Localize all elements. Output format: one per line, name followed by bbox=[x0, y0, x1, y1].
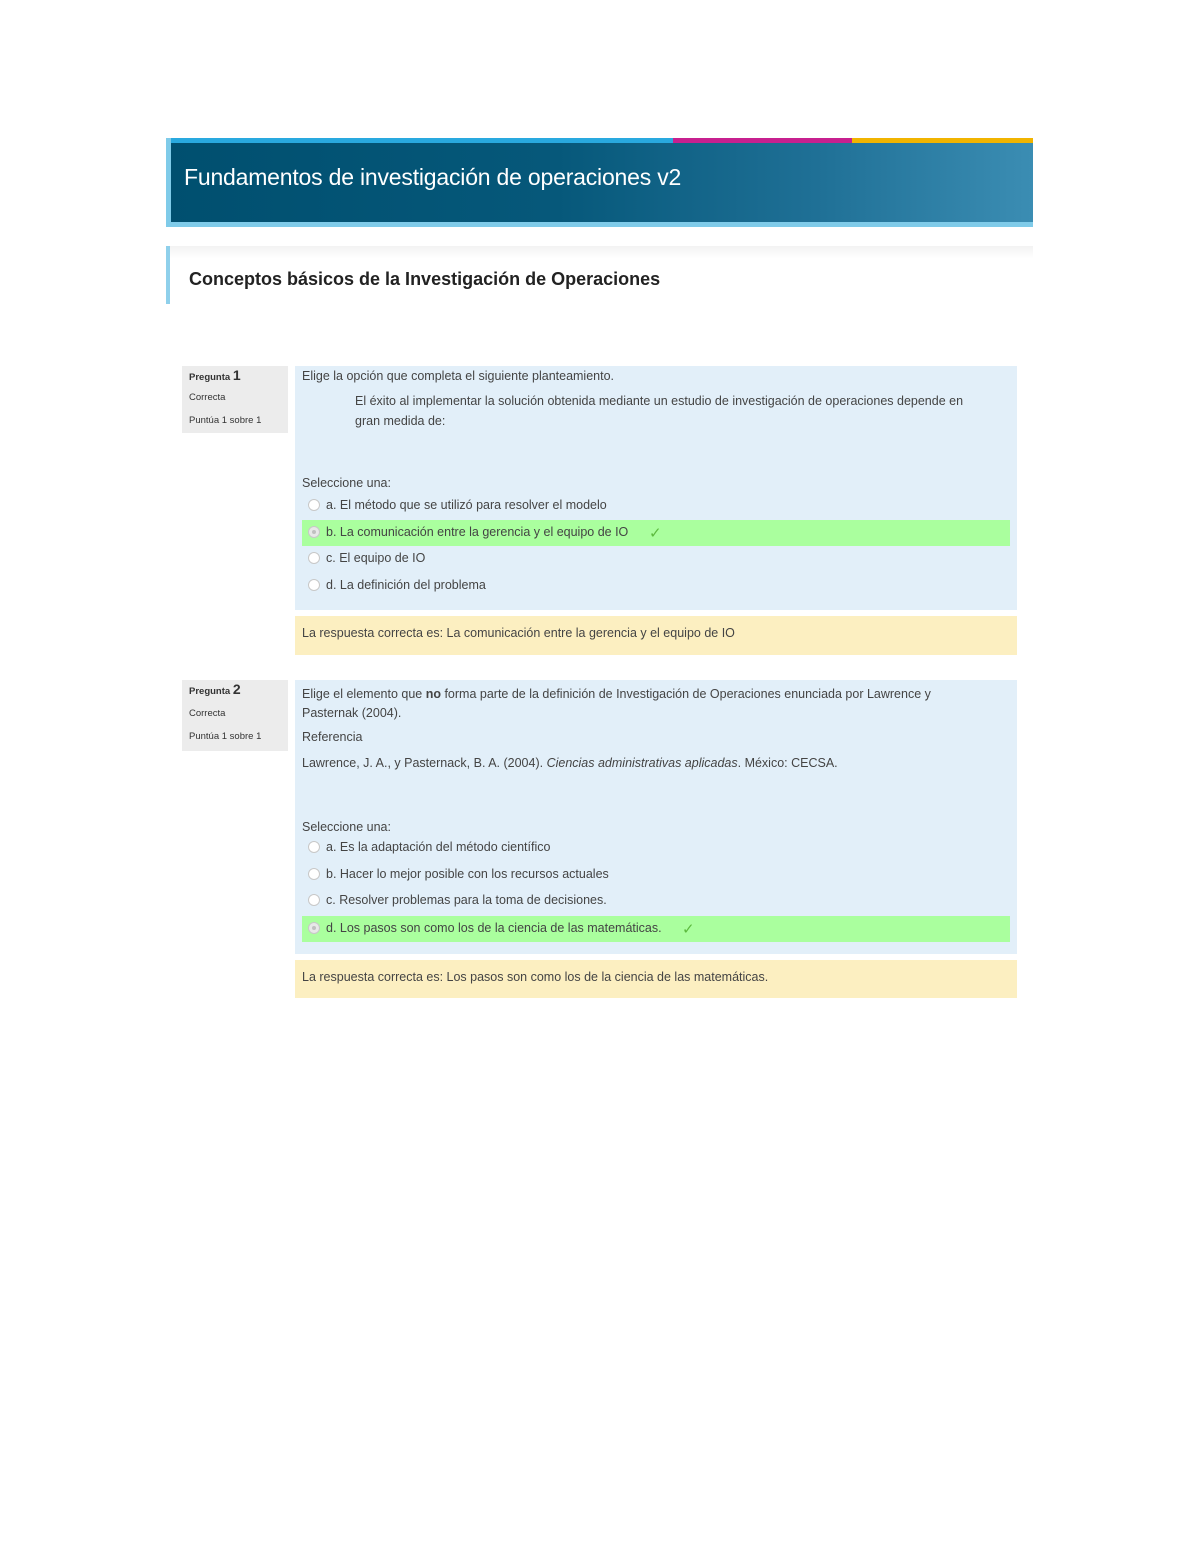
select-label: Seleccione una: bbox=[302, 476, 391, 490]
option-label: d. La definición del problema bbox=[326, 578, 486, 592]
feedback-box bbox=[295, 960, 1017, 998]
radio-icon[interactable] bbox=[308, 526, 320, 538]
course-header bbox=[166, 138, 1033, 227]
question-grade: Puntúa 1 sobre 1 bbox=[189, 731, 262, 742]
correct-answer-text: La respuesta correcta es: La comunicación entre la gerencia y el equipo de IO bbox=[302, 626, 735, 640]
select-label: Seleccione una: bbox=[302, 820, 391, 834]
question-formulation bbox=[295, 680, 1017, 954]
question-statement: El éxito al implementar la solución obtenida mediante un estudio de investigación de operaciones depende en bbox=[355, 394, 964, 408]
question-statement-cont: gran medida de: bbox=[355, 414, 446, 428]
question-label: Pregunta bbox=[189, 372, 231, 383]
question-2 bbox=[182, 680, 1017, 998]
section-header bbox=[166, 246, 1033, 304]
section-title: Conceptos básicos de la Investigación de Operaciones bbox=[189, 269, 661, 289]
reference-book-title: Ciencias administrativas aplicadas bbox=[546, 756, 738, 770]
accent-bar-blue bbox=[166, 138, 673, 143]
question-info bbox=[182, 680, 288, 751]
check-icon: ✓ bbox=[649, 525, 662, 542]
accent-bar-magenta bbox=[673, 138, 852, 143]
option-label: b. Hacer lo mejor posible con los recursos actuales bbox=[326, 867, 609, 881]
question-formulation bbox=[295, 366, 1017, 610]
question-grade: Puntúa 1 sobre 1 bbox=[189, 415, 262, 426]
option-label: b. La comunicación entre la gerencia y el equipo de IO bbox=[326, 525, 629, 539]
accent-bar-yellow bbox=[852, 138, 1033, 143]
option-label: c. El equipo de IO bbox=[326, 551, 426, 565]
answer-option-b[interactable] bbox=[302, 862, 1010, 888]
header-left-accent bbox=[166, 138, 171, 227]
header-bottom-line bbox=[166, 222, 1033, 227]
option-label: a. El método que se utilizó para resolver el modelo bbox=[326, 498, 607, 512]
question-prompt: Elige la opción que completa el siguiente planteamiento. bbox=[302, 369, 615, 383]
correct-answer-text: La respuesta correcta es: Los pasos son como los de la ciencia de las matemáticas. bbox=[302, 970, 769, 984]
question-label: Pregunta bbox=[189, 686, 231, 697]
radio-icon[interactable] bbox=[308, 841, 320, 853]
course-title: Fundamentos de investigación de operaciones v2 bbox=[184, 164, 682, 190]
radio-icon[interactable] bbox=[308, 894, 320, 906]
answer-option-c[interactable] bbox=[302, 546, 1010, 572]
feedback-box bbox=[295, 616, 1017, 655]
section-accent bbox=[166, 246, 170, 304]
question-number: 2 bbox=[232, 681, 241, 697]
radio-icon[interactable] bbox=[308, 868, 320, 880]
answer-option-d[interactable] bbox=[302, 916, 1010, 942]
question-number: 1 bbox=[232, 367, 241, 383]
reference-label: Referencia bbox=[302, 730, 363, 744]
answer-option-d[interactable] bbox=[302, 573, 1010, 599]
question-prompt-cont: Pasternak (2004). bbox=[302, 706, 402, 720]
option-label: d. Los pasos son como los de la ciencia de las matemáticas. bbox=[326, 921, 662, 935]
question-state: Correcta bbox=[189, 708, 226, 719]
option-label: c. Resolver problemas para la toma de decisiones. bbox=[326, 893, 607, 907]
question-state: Correcta bbox=[189, 392, 226, 403]
question-prompt: Elige el elemento que no forma parte de la definición de Investigación de Operaciones enunciada por Lawrence y bbox=[302, 687, 931, 701]
question-info bbox=[182, 366, 288, 433]
question-1 bbox=[182, 366, 1017, 655]
emphasis-no: no bbox=[425, 687, 441, 701]
radio-icon[interactable] bbox=[308, 579, 320, 591]
radio-icon[interactable] bbox=[308, 922, 320, 934]
answer-option-a[interactable] bbox=[302, 493, 1010, 519]
check-icon: ✓ bbox=[682, 921, 695, 938]
answer-option-c[interactable] bbox=[302, 888, 1010, 914]
answer-option-b[interactable] bbox=[302, 520, 1010, 546]
option-label: a. Es la adaptación del método científico bbox=[326, 840, 551, 854]
radio-icon[interactable] bbox=[308, 499, 320, 511]
reference-citation: Lawrence, J. A., y Pasternack, B. A. (2004). Ciencias administrativas aplicadas. México: CECSA. bbox=[302, 756, 838, 770]
radio-icon[interactable] bbox=[308, 552, 320, 564]
answer-option-a[interactable] bbox=[302, 835, 1010, 861]
